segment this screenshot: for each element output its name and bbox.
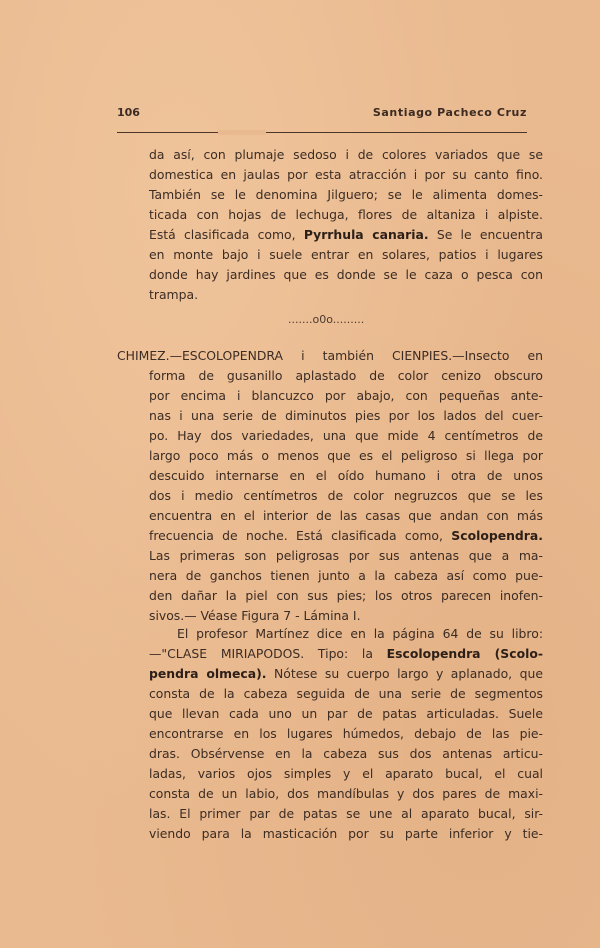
- text-line: [149, 225, 543, 245]
- text-line: El profesor Martínez dice en la página 64 de su libro:: [177, 626, 543, 641]
- text-line: También se le denomina Jilguero; se le alimenta domes-: [149, 187, 543, 202]
- text-line: donde hay jardines que es donde se le caza o pesca con: [149, 267, 543, 282]
- quotation-paragraph: [149, 624, 543, 844]
- text-span: —"CLASE MIRIAPODOS. Tipo: la: [149, 646, 373, 661]
- entry-chimez: [117, 346, 543, 626]
- text-span: Se le encuentra: [436, 227, 543, 242]
- scientific-name: Escolopendra (Scolo-: [386, 646, 543, 661]
- text-span: Está clasificada como,: [149, 227, 296, 242]
- text-line: que llevan cada uno un par de patas articuladas. Suele: [149, 706, 543, 721]
- text-line: forma de gusanillo aplastado de color cenizo obscuro: [149, 368, 543, 383]
- text-span: Nótese su cuerpo largo y aplanado, que: [274, 666, 543, 681]
- text-span: frecuencia de noche. Está clasificada como,: [149, 528, 443, 543]
- text-line: ticada con hojas de lechuga, flores de altaniza i alpiste.: [149, 207, 543, 222]
- scientific-name: Scolopendra.: [451, 528, 543, 543]
- text-line: den dañar la piel con sus pies; los otros parecen inofen-: [149, 588, 543, 603]
- text-line: viendo para la masticación por su parte inferior y tie-: [149, 826, 543, 841]
- figure-reference: sivos.— Véase Figura 7 - Lámina I.: [149, 608, 361, 623]
- text-line: dos i medio centímetros de color negruzcos que se les: [149, 488, 543, 503]
- text-line: encuentra en el interior de las casas que andan con más: [149, 508, 543, 523]
- scientific-name: pendra olmeca).: [149, 666, 267, 681]
- header-rule: [117, 132, 527, 133]
- text-line: trampa.: [149, 287, 199, 302]
- text-line: [149, 664, 543, 684]
- text-line: nera de ganchos tienen junto a la cabeza así como pue-: [149, 568, 543, 583]
- page-number: 106: [117, 106, 140, 119]
- text-line: nas i una serie de diminutos pies por los lados del cuer-: [149, 408, 543, 423]
- text-line: largo poco más o menos que es el peligroso si llega por: [149, 448, 543, 463]
- text-line: [149, 644, 543, 664]
- text-line: consta de un labio, dos mandíbulas y dos pares de maxi-: [149, 786, 543, 801]
- running-head-author: Santiago Pacheco Cruz: [372, 106, 527, 119]
- text-line: po. Hay dos variedades, una que mide 4 centímetros de: [149, 428, 543, 443]
- header-rule-break: [218, 130, 266, 135]
- section-divider: .......o0o.........: [288, 313, 365, 326]
- text-line: domestica en jaulas por esta atracción i por su canto fino.: [149, 167, 543, 182]
- text-line: por encima i blancuzco por abajo, con pequeñas ante-: [149, 388, 543, 403]
- paragraph-continuation: [149, 145, 543, 305]
- text-line: en monte bajo i suele entrar en solares, patios i lugares: [149, 247, 543, 262]
- text-line: las. El primer par de patas se une al aparato bucal, sir-: [149, 806, 543, 821]
- scientific-name: Pyrrhula canaria.: [303, 227, 429, 242]
- text-line: consta de la cabeza seguida de una serie de segmentos: [149, 686, 543, 701]
- running-header: [117, 106, 527, 124]
- entry-headword-line: CHIMEZ.—ESCOLOPENDRA i también CIENPIES.—Insecto en: [117, 348, 543, 363]
- text-line: descuido internarse en el oído humano i otra de unos: [149, 468, 543, 483]
- text-line: [117, 526, 543, 546]
- text-line: ladas, varios ojos simples y el aparato bucal, el cual: [149, 766, 543, 781]
- text-line: Las primeras son peligrosas por sus antenas que a ma-: [149, 548, 543, 563]
- text-line: da así, con plumaje sedoso i de colores variados que se: [149, 147, 543, 162]
- text-line: dras. Obsérvense en la cabeza sus dos antenas articu-: [149, 746, 543, 761]
- text-line: encontrarse en los lugares húmedos, debajo de las pie-: [149, 726, 543, 741]
